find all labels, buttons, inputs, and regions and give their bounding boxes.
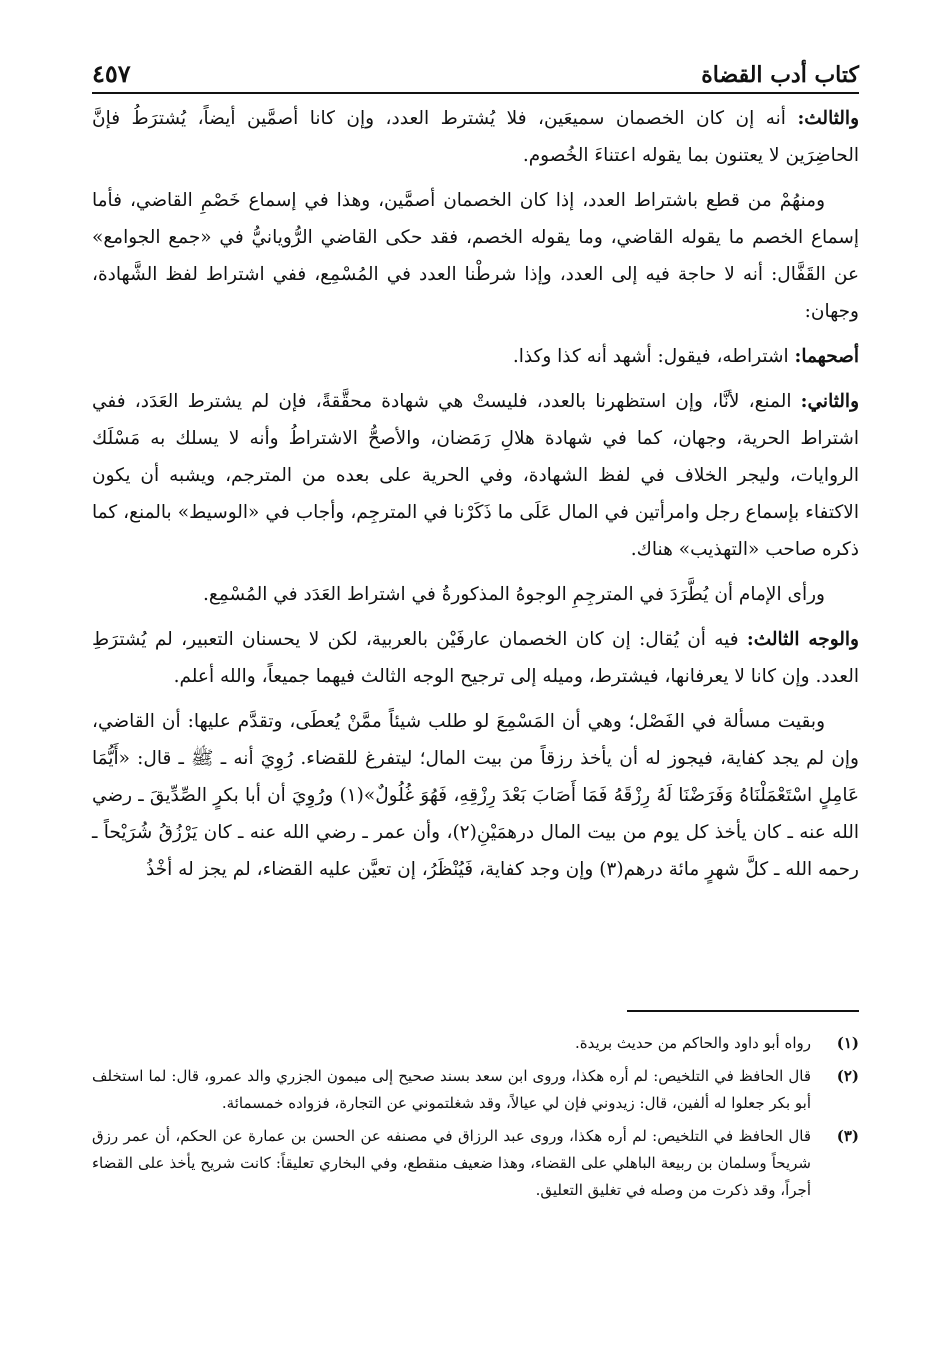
footnote bbox=[92, 1063, 859, 1117]
paragraph-lead: والوجه الثالث: bbox=[746, 629, 859, 650]
footnote-text: قال الحافظ في التلخيص: لم أره هكذا، وروى عبد الرزاق في مصنفه عن الحسن بن عمارة عن الحكم، أن عمر رزق شريحاً وسلمان بن ربيعة الباهلي على القضاء، وهذا ضعيف منقطع، وفي البخاري تعليقاً: كانت شريح يأخذ على القضاء أجراً، وقد ذكرت من وصله في تغليق التعليق. bbox=[92, 1127, 811, 1199]
paragraph bbox=[92, 576, 859, 613]
paragraph bbox=[92, 100, 859, 174]
paragraph bbox=[92, 338, 859, 375]
paragraph-lead: والثاني: bbox=[800, 391, 859, 412]
footnote-separator bbox=[627, 1010, 859, 1012]
footnotes bbox=[92, 1030, 859, 1210]
paragraph-text: ورأى الإمام أن يُطَّرَدَ في المترجِمِ الوجوهُ المذكورةُ في اشتراط العَدَد في المُسْمِع. bbox=[203, 584, 825, 605]
page-number: ٤٥٧ bbox=[92, 59, 131, 88]
paragraph-text: أنه إن كان الخصمان سميعَين، فلا يُشترط العدد، وإن كانا أصمَّين أيضاً، يُشترَطُ فإنَّ الحاضِرَين لا يعتنون بما يقوله اعتناءَ الخُصوم. bbox=[92, 108, 859, 166]
footnote-text: قال الحافظ في التلخيص: لم أره هكذا، وروى ابن سعد بسند صحيح إلى ميمون الجزري والد عمرو، قال: لما استخلف أبو بكر جعلوا له ألفين، قال: زيدوني فإن لي عيالاً، وقد شغلتموني عن التجارة، فزواده خمسمائة. bbox=[92, 1067, 811, 1112]
footnote bbox=[92, 1123, 859, 1204]
running-title: كتاب أدب القضاة bbox=[701, 62, 859, 88]
footnote-number: (٢) bbox=[836, 1067, 859, 1085]
paragraph-text: ومنهُمْ من قطع باشتراط العدد، إذا كان الخصمان أصمَّين، وهذا في إسماع خَصْمِ القاضي، فأما إسماع الخصم ما يقوله القاضي، وما يقوله الخصم، فقد حكى القاضي الرُّويانيُّ في «جمع الجوامع» عن القَفَّال: أنه لا حاجة فيه إلى العدد، وإذا شرطْنا العدد في المُسْمِع، ففي اشتراط لفظ الشَّهادة، وجهان: bbox=[92, 190, 859, 322]
footnote bbox=[92, 1030, 859, 1057]
main-text bbox=[92, 100, 859, 896]
footnote-number: (١) bbox=[836, 1034, 859, 1052]
paragraph bbox=[92, 703, 859, 888]
paragraph bbox=[92, 383, 859, 568]
paragraph-text: المنع، لأنَّا، وإن استظهرنا بالعدد، فليستْ هي شهادة محقَّقةً، فإن لم يشترط العَدَد، ففي اشتراط الحرية، وجهان، كما في شهادة هلالِ رَمَضان، والأصحُّ الاشتراطُ وأنه لا يسلك به مَسْلَك الروايات، وليجر الخلاف في لفظ الشهادة، وفي الحرية على بعده من المترجم، ويشبه أن يكون الاكتفاء بإسماع رجل وامرأتين في المال عَلَى ما ذَكَرْنا في المترجِم، وأجاب في «الوسيط» بالمنع، كما ذكره صاحب «التهذيب» هناك. bbox=[92, 391, 859, 560]
paragraph bbox=[92, 182, 859, 330]
paragraph-lead: والثالث: bbox=[797, 108, 859, 129]
paragraph-text: فيه أن يُقال: إن كان الخصمان عارفَيْن بالعربية، لكن لا يحسنان التعبير، لم يُشترَطِ العدد. وإن كانا لا يعرفانها، فيشترط، وميله إلى ترجيح الوجه الثالث فيهما جميعاً، والله أعلم. bbox=[92, 629, 859, 687]
paragraph-lead: أصحهما: bbox=[794, 346, 859, 367]
paragraph bbox=[92, 621, 859, 695]
paragraph-text: اشتراطه، فيقول: أشهد أنه كذا وكذا. bbox=[512, 346, 795, 367]
page-header bbox=[92, 38, 859, 94]
paragraph-text: وبقيت مسألة في الفَصْل؛ وهي أن المَسْمِعَ لو طلب شيئاً ممَّنْ يُعطَى، وتقدَّم عليها: أن القاضي، وإن لم يجد كفاية، فيجوز له أن يأخذ رزقاً من بيت المال؛ ليتفرغ للقضاء. رُوِيَ أنه ـ ﷺ ـ قال: «أَيُّمَا عَامِلٍ اسْتَعْمَلْنَاهُ وَفَرَضْنَا لَهُ رِزْقَهُ فَمَا أَصَابَ بَعْدَ رِزْقِهِ، فَهُوَ غُلُولٌ»(١) ورُوِيَ أن أبا بكرٍ الصِّدِّيقَ ـ رضي الله عنه ـ كان يأخذ كل يوم من بيت المال درهمَيْنِ(٢)، وأن عمر ـ رضي الله عنه ـ كان يَرْزُقُ شُرَيْحاً ـ رحمه الله ـ كلَّ شهرٍ مائة درهم(٣) وإن وجد كفاية، فَيُنْظَرُ، إن تعيَّن عليه القضاء، لم يجز له أخْذُ bbox=[92, 711, 859, 880]
footnote-text: رواه أبو داود والحاكم من حديث بريدة. bbox=[575, 1034, 811, 1052]
footnote-number: (٣) bbox=[836, 1127, 859, 1145]
